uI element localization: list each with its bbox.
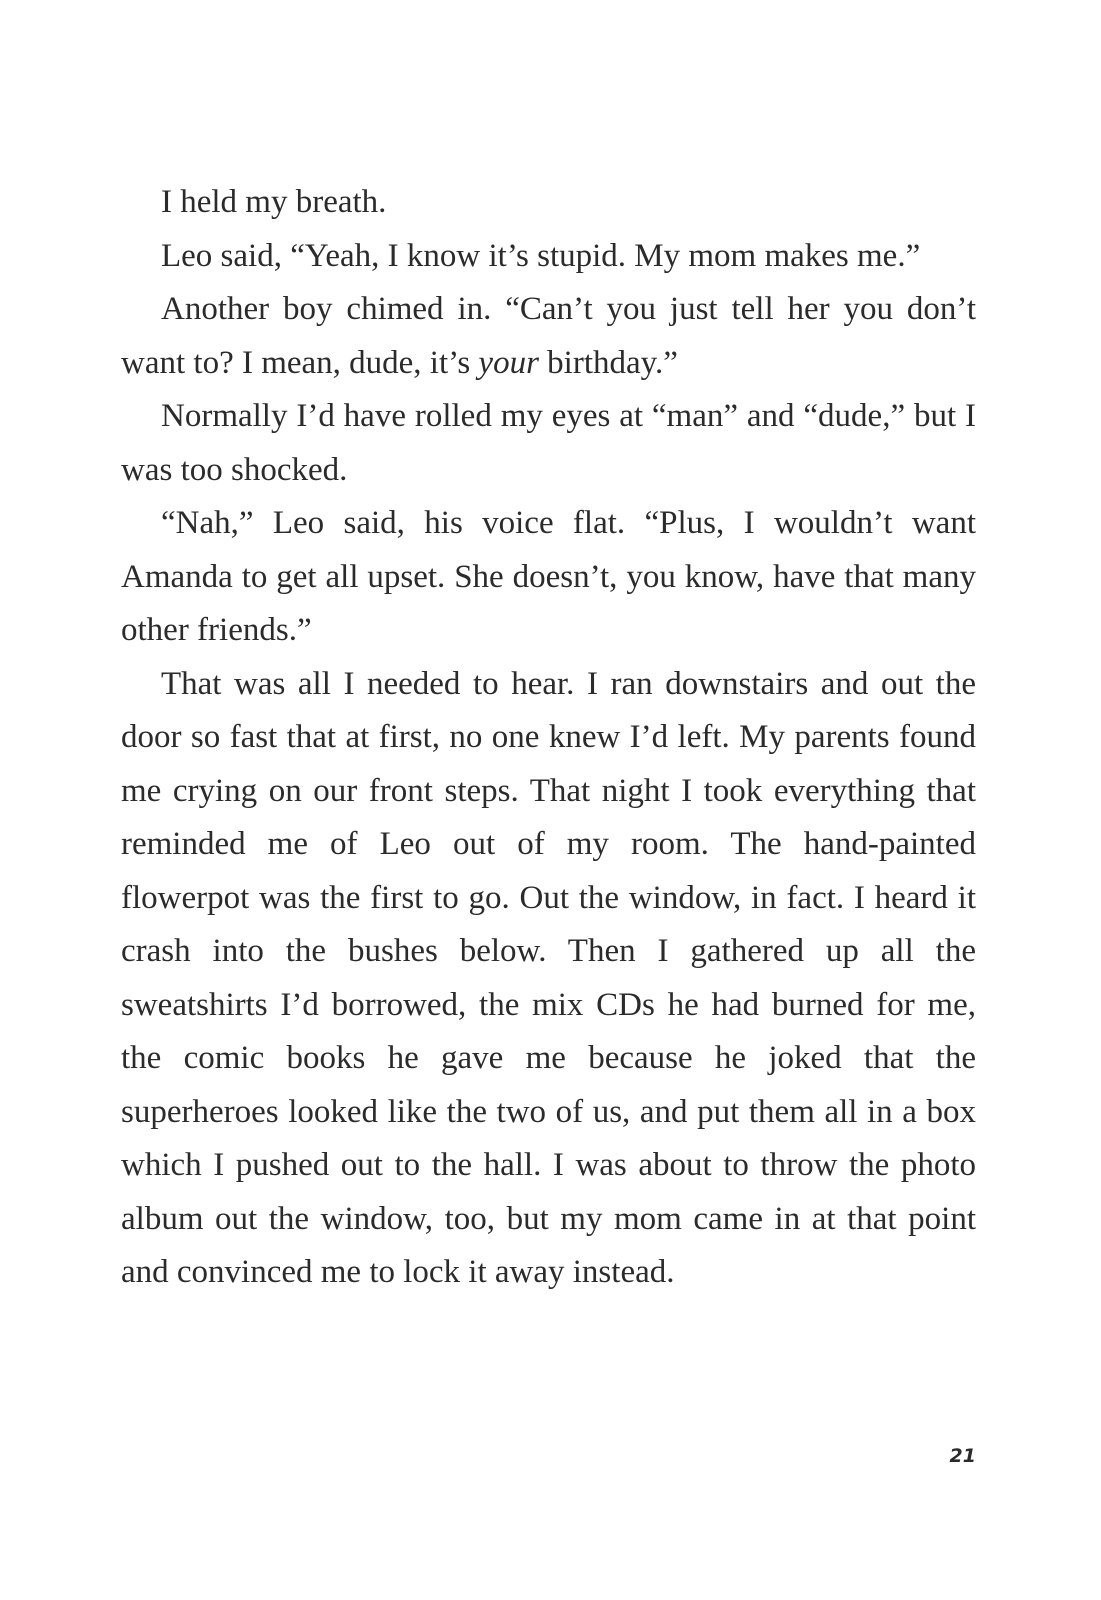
paragraph-3-text-after: birthday.”	[538, 344, 678, 381]
paragraph-3	[121, 283, 976, 390]
paragraph-1: I held my breath.	[161, 184, 387, 220]
body-text	[121, 176, 976, 1300]
paragraph-6: That was all I needed to hear. I ran downstairs and out the door so fast that at first, no one knew I’d left. My parents found me crying on our front steps. That night I took everything that reminded me of Leo out of my room. The hand-painted flowerpot was the first to go. Out the window, in fact. I heard it crash into the bushes below. Then I gathered up all the sweatshirts I’d borrowed, the mix CDs he had burned for me, the comic books he gave me because he joked that the superheroes looked like the two of us, and put them all in a box which I pushed out to the hall. I was about to throw the photo album out the window, too, but my mom came in at that point and convinced me to lock it away instead.	[121, 665, 976, 1290]
paragraph-3-emphasis: your	[478, 344, 539, 381]
paragraph-3-text-before: Another boy chimed in. “Can’t you just tell her you don’t want to? I mean, dude, it’s	[121, 291, 976, 381]
page-number: 21	[949, 1445, 976, 1467]
paragraph-4: Normally I’d have rolled my eyes at “man” and “dude,” but I was too shocked.	[121, 398, 976, 488]
paragraph-5: “Nah,” Leo said, his voice flat. “Plus, I wouldn’t want Amanda to get all upset. She doesn’t, you know, have that many other friends.”	[121, 505, 976, 648]
paragraph-2: Leo said, “Yeah, I know it’s stupid. My mom makes me.”	[161, 237, 921, 274]
